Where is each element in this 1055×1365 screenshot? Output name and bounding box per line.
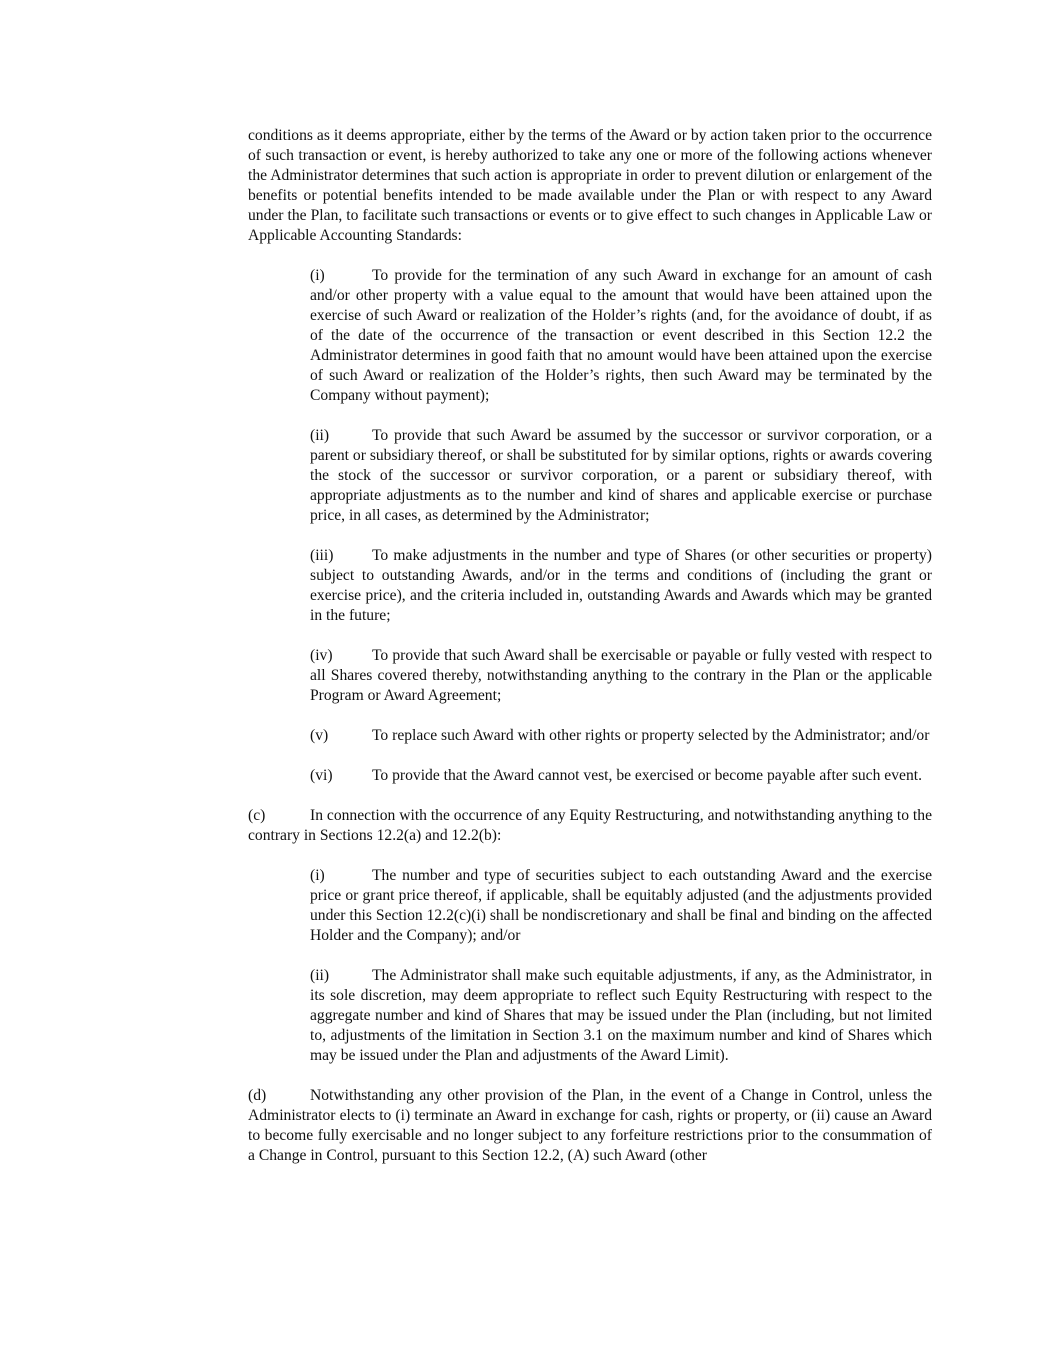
section-d-paragraph: [248, 1086, 932, 1166]
document-page: [248, 126, 932, 1166]
intro-paragraph: conditions as it deems appropriate, either by the terms of the Award or by action taken prior to the occurrence of such transaction or event, is hereby authorized to take any one or more of the following actions whenever the Administrator determines that such action is appropriate in order to prevent dilution or enlargement of the benefits or potential benefits intended to be made available under the Plan or with respect to any Award under the Plan, to facilitate such transactions or events or to give effect to such changes in Applicable Law or Applicable Accounting Standards:: [248, 127, 932, 244]
section-c-paragraph: [248, 806, 932, 846]
item-text: To provide that such Award be assumed by the successor or survivor corporation, or a parent or subsidiary thereof, or shall be substituted for by similar options, rights or awards covering the stock of the successor or survivor corporation, or a parent or subsidiary thereof, with appropriate adjustments as to the number and kind of shares and applicable exercise or purchase price, in all cases, as determined by the Administrator;: [310, 427, 932, 524]
section-text: Notwithstanding any other provision of the Plan, in the event of a Change in Control, unless the Administrator elects to (i) terminate an Award in exchange for cash, rights or property, or (ii) cause an Award to become fully exercisable and no longer subject to any forfeiture restrictions prior to the consummation of a Change in Control, pursuant to this Section 12.2, (A) such Award (other: [248, 1087, 932, 1164]
item-number: (ii): [310, 967, 330, 984]
item-text: To provide that the Award cannot vest, be exercised or become payable after such event.: [372, 767, 922, 784]
item-number: (v): [310, 727, 329, 744]
item-number: (iv): [310, 647, 333, 664]
list-item-b-v: [310, 726, 932, 746]
section-number: (d): [248, 1087, 267, 1104]
item-number: (i): [310, 267, 325, 284]
list-item-b-i: [310, 266, 932, 406]
item-number: (iii): [310, 547, 334, 564]
item-text: The Administrator shall make such equitable adjustments, if any, as the Administrator, in its sole discretion, may deem appropriate to reflect such Equity Restructuring with respect to the aggregate number and kind of Shares that may be issued under the Plan (including, but not limited to, adjustments of the limitation in Section 3.1 on the maximum number and kind of Shares which may be issued under the Plan and adjustments of the Award Limit).: [310, 967, 932, 1064]
item-text: To provide that such Award shall be exercisable or payable or fully vested with respect to all Shares covered thereby, notwithstanding anything to the contrary in the Plan or the applicable Program or Award Agreement;: [310, 647, 932, 704]
section-number: (c): [248, 807, 266, 824]
section-text: In connection with the occurrence of any Equity Restructuring, and notwithstanding anything to the contrary in Sections 12.2(a) and 12.2(b):: [248, 807, 932, 844]
item-text: To replace such Award with other rights or property selected by the Administrator; and/or: [372, 727, 930, 744]
item-text: The number and type of securities subject to each outstanding Award and the exercise price or grant price thereof, if applicable, shall be equitably adjusted (and the adjustments provided under this Section 12.2(c)(i) shall be nondiscretionary and shall be final and binding on the affected Holder and the Company); and/or: [310, 867, 932, 944]
item-text: To provide for the termination of any such Award in exchange for an amount of cash and/or other property with a value equal to the amount that would have been attained upon the exercise of such Award or realization of the Holder’s rights (and, for the avoidance of doubt, if as of the date of the occurrence of the transaction or event described in this Section 12.2 the Administrator determines in good faith that no amount would have been attained upon the exercise of such Award or realization of the Holder’s rights, then such Award may be terminated by the Company without payment);: [310, 267, 932, 404]
list-item-b-iii: [310, 546, 932, 626]
list-item-c-i: [310, 866, 932, 946]
item-number: (ii): [310, 427, 330, 444]
item-number: (vi): [310, 767, 333, 784]
list-item-b-ii: [310, 426, 932, 526]
item-number: (i): [310, 867, 325, 884]
list-item-c-ii: [310, 966, 932, 1066]
item-text: To make adjustments in the number and type of Shares (or other securities or property) subject to outstanding Awards, and/or in the terms and conditions of (including the grant or exercise price), and the criteria included in, outstanding Awards and Awards which may be granted in the future;: [310, 547, 932, 624]
list-item-b-iv: [310, 646, 932, 706]
list-item-b-vi: [310, 766, 932, 786]
